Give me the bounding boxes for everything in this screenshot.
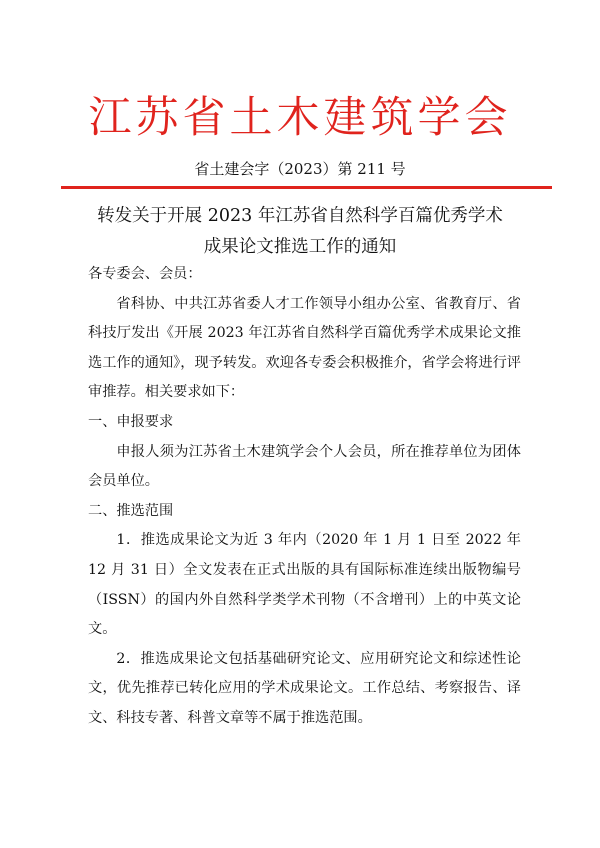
section-heading-requirements: 一、申报要求 [88, 413, 174, 430]
section-heading-scope: 二、推选范围 [88, 502, 174, 519]
document-number: 省土建会字（2023）第 211 号 [194, 160, 406, 178]
document-body [88, 260, 521, 734]
title-line-2: 成果论文推选工作的通知 [203, 237, 397, 257]
title-line-1: 转发关于开展 2023 年江苏省自然科学百篇优秀学术 [97, 206, 503, 226]
document-title [60, 201, 540, 263]
intro-paragraph: 省科协、中共江苏省委人才工作领导小组办公室、省教育厅、省科技厅发出《开展 2023 年江苏省自然科学百篇优秀学术成果论文推选工作的通知》，现予转发。欢迎各专委会积极推介，省学会将进行评审推荐。相关要求如下： [88, 295, 521, 401]
scope-item-2: 2．推选成果论文包括基础研究论文、应用研究论文和综述性论文，优先推荐已转化应用的学术成果论文。工作总结、考察报告、译文、科技专著、科普文章等不属于推选范围。 [88, 650, 521, 726]
organization-title: 江苏省土木建筑学会 [88, 93, 512, 143]
salutation: 各专委会、会员： [88, 266, 202, 282]
scope-item-1: 1．推选成果论文为近 3 年内（2020 年 1 月 1 日至 2022 年 12 月 31 日）全文发表在正式出版的具有国际标准连续出版物编号（ISSN）的国内外自然科学类学术刊物（不含增刊）上的中英文论文。 [88, 532, 521, 638]
requirements-paragraph: 申报人须为江苏省土木建筑学会个人会员，所在推荐单位为团体会员单位。 [88, 443, 521, 490]
red-divider-line [61, 186, 552, 189]
